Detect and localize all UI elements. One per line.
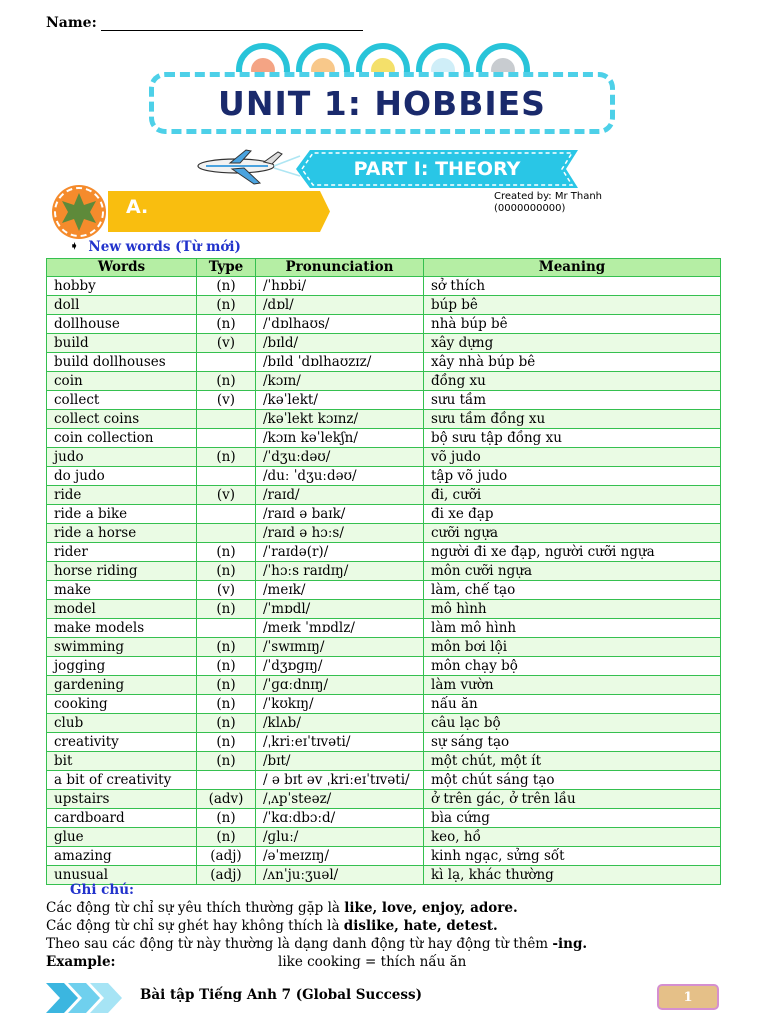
word-cell: ride a horse <box>47 524 197 543</box>
word-cell: rider <box>47 543 197 562</box>
table-row <box>47 619 721 638</box>
type-cell <box>197 505 256 524</box>
table-row <box>47 638 721 657</box>
type-cell: (n) <box>197 828 256 847</box>
word-cell: ride <box>47 486 197 505</box>
word-cell: doll <box>47 296 197 315</box>
word-cell: creativity <box>47 733 197 752</box>
table-row <box>47 505 721 524</box>
word-cell: horse riding <box>47 562 197 581</box>
column-header: Words <box>47 259 197 277</box>
meaning-cell: bộ sưu tập đồng xu <box>424 429 721 448</box>
type-cell: (n) <box>197 372 256 391</box>
type-cell <box>197 524 256 543</box>
word-cell: ride a bike <box>47 505 197 524</box>
column-header: Meaning <box>424 259 721 277</box>
type-cell <box>197 353 256 372</box>
type-cell: (n) <box>197 695 256 714</box>
name-field <box>46 15 363 31</box>
pronunciation-cell: /ˈdʒuːdəʊ/ <box>256 448 424 467</box>
table-header-row <box>47 259 721 277</box>
new-words-heading-text: New words (Từ mới) <box>88 239 241 255</box>
pronunciation-cell: /ˈmɒdl/ <box>256 600 424 619</box>
note-line-1: Các động từ chỉ sự yêu thích thường gặp là like, love, enjoy, adore. <box>46 900 518 916</box>
unit-title-box <box>149 72 615 134</box>
new-words-heading <box>70 239 241 255</box>
name-label: Name: <box>46 15 97 31</box>
table-row <box>47 486 721 505</box>
column-header: Type <box>197 259 256 277</box>
meaning-cell: võ judo <box>424 448 721 467</box>
table-row <box>47 467 721 486</box>
type-cell: (n) <box>197 714 256 733</box>
word-cell: build <box>47 334 197 353</box>
meaning-cell: cưỡi ngựa <box>424 524 721 543</box>
type-cell: (v) <box>197 581 256 600</box>
note-line-3: Theo sau các động từ này thường là dạng danh động từ hay động từ thêm -ing. <box>46 936 588 952</box>
word-cell: cardboard <box>47 809 197 828</box>
word-cell: do judo <box>47 467 197 486</box>
table-row <box>47 771 721 790</box>
meaning-cell: làm vườn <box>424 676 721 695</box>
type-cell: (n) <box>197 600 256 619</box>
pronunciation-cell: /ˈhɔːs raɪdɪŋ/ <box>256 562 424 581</box>
word-cell: a bit of creativity <box>47 771 197 790</box>
pronunciation-cell: /ˈdɒlhaʊs/ <box>256 315 424 334</box>
table-row <box>47 296 721 315</box>
pronunciation-cell: /bɪt/ <box>256 752 424 771</box>
meaning-cell: sưu tầm <box>424 391 721 410</box>
type-cell: (v) <box>197 486 256 505</box>
type-cell: (n) <box>197 296 256 315</box>
pronunciation-cell: /duː ˈdʒuːdəʊ/ <box>256 467 424 486</box>
meaning-cell: nhà búp bê <box>424 315 721 334</box>
meaning-cell: sở thích <box>424 277 721 296</box>
table-row <box>47 657 721 676</box>
table-row <box>47 714 721 733</box>
column-header: Pronunciation <box>256 259 424 277</box>
word-cell: model <box>47 600 197 619</box>
unit-title: UNIT 1: HOBBIES <box>218 83 546 123</box>
table-row <box>47 581 721 600</box>
meaning-cell: sự sáng tạo <box>424 733 721 752</box>
type-cell <box>197 771 256 790</box>
pronunciation-cell: /raɪd ə baɪk/ <box>256 505 424 524</box>
pronunciation-cell: /ˈkʊkɪŋ/ <box>256 695 424 714</box>
word-cell: glue <box>47 828 197 847</box>
word-cell: make models <box>47 619 197 638</box>
table-row <box>47 429 721 448</box>
flower-icon <box>48 183 110 241</box>
word-cell: upstairs <box>47 790 197 809</box>
word-cell: gardening <box>47 676 197 695</box>
meaning-cell: một chút, một ít <box>424 752 721 771</box>
pronunciation-cell: /bɪld/ <box>256 334 424 353</box>
table-row <box>47 543 721 562</box>
word-cell: dollhouse <box>47 315 197 334</box>
pronunciation-cell: /ˈdʒɒɡɪŋ/ <box>256 657 424 676</box>
table-row <box>47 790 721 809</box>
meaning-cell: câu lạc bộ <box>424 714 721 733</box>
table-row <box>47 448 721 467</box>
name-blank-line <box>101 30 363 31</box>
word-cell: collect <box>47 391 197 410</box>
type-cell: (n) <box>197 657 256 676</box>
word-cell: cooking <box>47 695 197 714</box>
meaning-cell: kinh ngạc, sửng sốt <box>424 847 721 866</box>
pronunciation-cell: /kɔɪn/ <box>256 372 424 391</box>
pronunciation-cell: /meɪk ˈmɒdlz/ <box>256 619 424 638</box>
meaning-cell: ở trên gác, ở trên lầu <box>424 790 721 809</box>
footer-book-title: Bài tập Tiếng Anh 7 (Global Success) <box>140 987 422 1003</box>
table-row <box>47 315 721 334</box>
meaning-cell: người đi xe đạp, người cưỡi ngựa <box>424 543 721 562</box>
pronunciation-cell: /ˈkɑːdbɔːd/ <box>256 809 424 828</box>
type-cell <box>197 410 256 429</box>
pronunciation-cell: /ˈraɪdə(r)/ <box>256 543 424 562</box>
notes-label: Ghi chú: <box>70 882 135 898</box>
meaning-cell: nấu ăn <box>424 695 721 714</box>
type-cell: (n) <box>197 543 256 562</box>
type-cell: (adj) <box>197 866 256 885</box>
page-number: 1 <box>657 984 719 1010</box>
footer-arrows-icon <box>46 983 130 1013</box>
word-cell: make <box>47 581 197 600</box>
table-row <box>47 676 721 695</box>
pronunciation-cell: /ˌkriːeɪˈtɪvəti/ <box>256 733 424 752</box>
type-cell: (v) <box>197 334 256 353</box>
meaning-cell: keo, hồ <box>424 828 721 847</box>
meaning-cell: tập võ judo <box>424 467 721 486</box>
section-a-label: A. <box>126 196 149 218</box>
word-cell: build dollhouses <box>47 353 197 372</box>
pronunciation-cell: /raɪd/ <box>256 486 424 505</box>
type-cell: (n) <box>197 277 256 296</box>
meaning-cell: kì lạ, khác thường <box>424 866 721 885</box>
table-row <box>47 391 721 410</box>
pronunciation-cell: /bɪld ˈdɒlhaʊzɪz/ <box>256 353 424 372</box>
arrow-bullet-icon: ➧ <box>70 241 79 252</box>
pronunciation-cell: /kɔɪn kəˈlekʃn/ <box>256 429 424 448</box>
part-title: PART I: THEORY <box>353 158 521 180</box>
pronunciation-cell: / ə bɪt əv ˌkriːeɪˈtɪvəti/ <box>256 771 424 790</box>
credit-text: Created by: Mr Thanh (0000000000) <box>494 191 603 214</box>
type-cell <box>197 619 256 638</box>
pronunciation-cell: /ˈɡɑːdnɪŋ/ <box>256 676 424 695</box>
pronunciation-cell: /ɡluː/ <box>256 828 424 847</box>
meaning-cell: búp bê <box>424 296 721 315</box>
table-row <box>47 562 721 581</box>
table-row <box>47 733 721 752</box>
word-cell: coin collection <box>47 429 197 448</box>
table-row <box>47 600 721 619</box>
pronunciation-cell: /ˌʌpˈsteəz/ <box>256 790 424 809</box>
word-cell: unusual <box>47 866 197 885</box>
meaning-cell: đi xe đạp <box>424 505 721 524</box>
meaning-cell: sưu tầm đồng xu <box>424 410 721 429</box>
type-cell: (n) <box>197 809 256 828</box>
type-cell <box>197 467 256 486</box>
word-cell: bit <box>47 752 197 771</box>
type-cell: (n) <box>197 752 256 771</box>
type-cell <box>197 429 256 448</box>
table-row <box>47 695 721 714</box>
word-cell: swimming <box>47 638 197 657</box>
pronunciation-cell: /ʌnˈjuːʒuəl/ <box>256 866 424 885</box>
word-cell: hobby <box>47 277 197 296</box>
meaning-cell: môn chạy bộ <box>424 657 721 676</box>
meaning-cell: xây nhà búp bê <box>424 353 721 372</box>
meaning-cell: đi, cưỡi <box>424 486 721 505</box>
type-cell: (v) <box>197 391 256 410</box>
note-line-2: Các động từ chỉ sự ghét hay không thích là dislike, hate, detest. <box>46 918 498 934</box>
pronunciation-cell: /əˈmeɪzɪŋ/ <box>256 847 424 866</box>
table-row <box>47 372 721 391</box>
table-row <box>47 847 721 866</box>
pronunciation-cell: /ˈswɪmɪŋ/ <box>256 638 424 657</box>
type-cell: (adj) <box>197 847 256 866</box>
airplane-icon <box>192 146 302 188</box>
word-cell: coin <box>47 372 197 391</box>
type-cell: (n) <box>197 638 256 657</box>
table-row <box>47 410 721 429</box>
pronunciation-cell: /klʌb/ <box>256 714 424 733</box>
meaning-cell: môn bơi lội <box>424 638 721 657</box>
notes-section <box>46 881 746 971</box>
type-cell: (adv) <box>197 790 256 809</box>
pronunciation-cell: /kəˈlekt/ <box>256 391 424 410</box>
meaning-cell: đồng xu <box>424 372 721 391</box>
pronunciation-cell: /ˈhɒbi/ <box>256 277 424 296</box>
pronunciation-cell: /raɪd ə hɔːs/ <box>256 524 424 543</box>
pronunciation-cell: /dɒl/ <box>256 296 424 315</box>
meaning-cell: bìa cứng <box>424 809 721 828</box>
meaning-cell: làm, chế tạo <box>424 581 721 600</box>
meaning-cell: xây dựng <box>424 334 721 353</box>
word-cell: collect coins <box>47 410 197 429</box>
type-cell: (n) <box>197 733 256 752</box>
type-cell: (n) <box>197 315 256 334</box>
example-line: Example: like cooking = thích nấu ăn <box>46 954 467 970</box>
meaning-cell: làm mô hình <box>424 619 721 638</box>
type-cell: (n) <box>197 562 256 581</box>
word-cell: jogging <box>47 657 197 676</box>
type-cell: (n) <box>197 448 256 467</box>
word-cell: club <box>47 714 197 733</box>
meaning-cell: một chút sáng tạo <box>424 771 721 790</box>
word-cell: judo <box>47 448 197 467</box>
meaning-cell: mô hình <box>424 600 721 619</box>
meaning-cell: môn cưỡi ngựa <box>424 562 721 581</box>
type-cell: (n) <box>197 676 256 695</box>
table-row <box>47 524 721 543</box>
vocabulary-table <box>46 258 721 885</box>
table-row <box>47 334 721 353</box>
table-row <box>47 353 721 372</box>
table-row <box>47 809 721 828</box>
word-cell: amazing <box>47 847 197 866</box>
table-row <box>47 277 721 296</box>
table-row <box>47 752 721 771</box>
pronunciation-cell: /kəˈlekt kɔɪnz/ <box>256 410 424 429</box>
pronunciation-cell: /meɪk/ <box>256 581 424 600</box>
table-row <box>47 828 721 847</box>
